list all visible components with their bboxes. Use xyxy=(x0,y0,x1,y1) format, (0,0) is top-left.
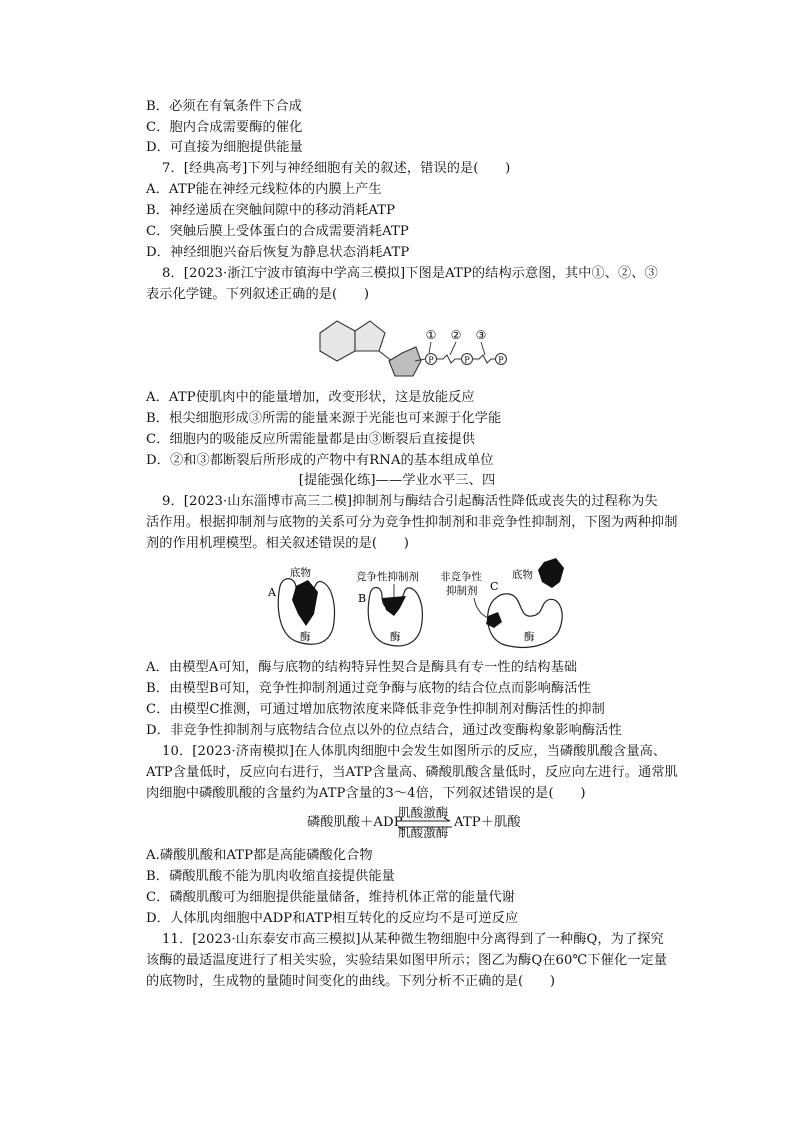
substrate-a-label: 底物 xyxy=(290,567,311,579)
question-7-stem: 7．[经典高考]下列与神经细胞有关的叙述，错误的是( ) xyxy=(162,161,511,176)
enzyme-label-top: 肌酸激酶 xyxy=(398,805,449,820)
q7-option-d: D．神经细胞兴奋后恢复为静息状态消耗ATP xyxy=(146,245,410,260)
pentagon-ring xyxy=(355,321,385,351)
question-9-stem-line: 活作用。根据抑制剂与底物的关系可分为竞争性抑制剂和非竞争性抑制剂，下图为两种抑制 xyxy=(146,515,678,530)
model-a-label: A xyxy=(268,586,276,599)
reaction-equation xyxy=(0,803,794,843)
q7-option-c: C．突触后膜上受体蛋白的合成需要消耗ATP xyxy=(146,224,409,239)
q7-option-b: B．神经递质在突触间隙中的移动消耗ATP xyxy=(146,203,396,218)
substrate-c-label: 底物 xyxy=(512,569,533,581)
q9-option-b: B．由模型B可知，竞争性抑制剂通过竞争酶与底物的结合位点而影响酶活性 xyxy=(146,681,591,696)
equation-left: 磷酸肌酸＋ADP xyxy=(307,815,403,830)
question-9-stem-line: 剂的作用机理模型。相关叙述错误的是( ) xyxy=(146,536,409,551)
noncompetitive-label-2: 抑制剂 xyxy=(446,585,478,597)
bond-line-2 xyxy=(437,355,461,363)
question-11-stem-line: 该酶的最适温度进行了相关实验，实验结果如图甲所示；图乙为酶Q在60℃下催化一定量 xyxy=(146,953,668,968)
bond-1-pointer xyxy=(429,342,431,353)
competitive-inhibitor-label: 竞争性抑制剂 xyxy=(356,571,419,583)
q8-option-d: D．②和③都断裂后所形成的产物中有RNA的基本组成单位 xyxy=(146,453,494,468)
q7-option-a: A．ATP能在神经元线粒体的内膜上产生 xyxy=(146,182,382,197)
enzyme-b-label: 酶 xyxy=(390,631,401,643)
q9-option-d: D．非竞争性抑制剂与底物结合位点以外的位点结合，通过改变酶构象影响酶活性 xyxy=(146,723,622,738)
question-10-stem-line: 肉细胞中磷酸肌酸的含量约为ATP含量的3～4倍，下列叙述错误的是( ) xyxy=(146,786,586,801)
option-line: D．可直接为细胞提供能量 xyxy=(146,140,303,155)
bond-3-label: ③ xyxy=(475,328,487,342)
enzyme-label-bottom: 肌酸激酶 xyxy=(398,825,449,840)
q8-option-b: B．根尖细胞形成③所需的能量来源于光能也可来源于化学能 xyxy=(146,411,502,426)
question-11-stem-line: 的底物时，生成物的量随时间变化的曲线。下列分析不正确的是( ) xyxy=(146,974,556,989)
model-c-label: C xyxy=(490,580,499,593)
q10-option-c: C．磷酸肌酸可为细胞提供能量储备，维持机体正常的能量代谢 xyxy=(146,890,515,905)
substrate-c xyxy=(538,558,564,588)
phosphate-2-label: P xyxy=(464,355,470,365)
question-9-stem-line: 9．[2023·山东淄博市高三二模]抑制剂与酶结合引起酶活性降低或丧失的过程称为失 xyxy=(162,494,658,509)
equation-right: ATP＋肌酸 xyxy=(454,815,521,830)
enzyme-a-label: 酶 xyxy=(300,631,311,643)
option-line: C．胞内合成需要酶的催化 xyxy=(146,120,303,135)
atp-structure-figure xyxy=(315,309,515,385)
bond-2-pointer xyxy=(450,342,456,355)
enzyme-inhibitor-figure xyxy=(262,556,572,652)
noncompetitive-pointer xyxy=(474,598,488,618)
q9-option-c: C．由模型C推测，可通过增加底物浓度来降低非竞争性抑制剂对酶活性的抑制 xyxy=(146,702,605,717)
section-heading: [提能强化练]——学业水平三、四 xyxy=(298,473,496,488)
hexagon-ring xyxy=(320,321,355,361)
bond-1-label: ① xyxy=(425,328,437,342)
noncompetitive-label-1: 非竞争性 xyxy=(440,571,482,583)
enzyme-c-label: 酶 xyxy=(524,631,535,643)
question-11-stem-line: 11．[2023·山东泰安市高三模拟]从某种微生物细胞中分离得到了一种酶Q，为了探究 xyxy=(162,932,664,947)
bond-2-label: ② xyxy=(450,328,462,342)
q8-option-c: C．细胞内的吸能反应所需能量都是由③断裂后直接提供 xyxy=(146,432,476,447)
phosphate-1-label: P xyxy=(428,355,434,365)
bond-line-3 xyxy=(473,355,495,363)
q8-option-a: A．ATP使肌肉中的能量增加，改变形状，这是放能反应 xyxy=(146,390,475,405)
question-8-stem-line: 表示化学键。下列叙述正确的是( ) xyxy=(146,287,370,302)
bond-3-pointer xyxy=(481,342,485,355)
model-b-label: B xyxy=(358,592,367,605)
phosphate-3-label: P xyxy=(498,355,504,365)
q10-option-a: A.磷酸肌酸和ATP都是高能磷酸化合物 xyxy=(146,848,373,863)
question-8-stem-line: 8．[2023·浙江宁波市镇海中学高三模拟]下图是ATP的结构示意图，其中①、②、③ xyxy=(162,266,658,281)
q10-option-d: D．人体肌肉细胞中ADP和ATP相互转化的反应均不是可逆反应 xyxy=(146,911,519,926)
question-10-stem-line: 10．[2023·济南模拟]在人体肌肉细胞中会发生如图所示的反应，当磷酸肌酸含量高、 xyxy=(162,744,667,759)
q9-option-a: A．由模型A可知，酶与底物的结构特异性契合是酶具有专一性的结构基础 xyxy=(146,660,578,675)
q10-option-b: B．磷酸肌酸不能为肌肉收缩直接提供能量 xyxy=(146,869,395,884)
option-line: B．必须在有氧条件下合成 xyxy=(146,99,302,114)
question-10-stem-line: ATP含量低时，反应向右进行，当ATP含量高、磷酸肌酸含量低时，反应向左进行。通常肌 xyxy=(146,765,678,780)
ribose-pentagon xyxy=(389,347,421,376)
